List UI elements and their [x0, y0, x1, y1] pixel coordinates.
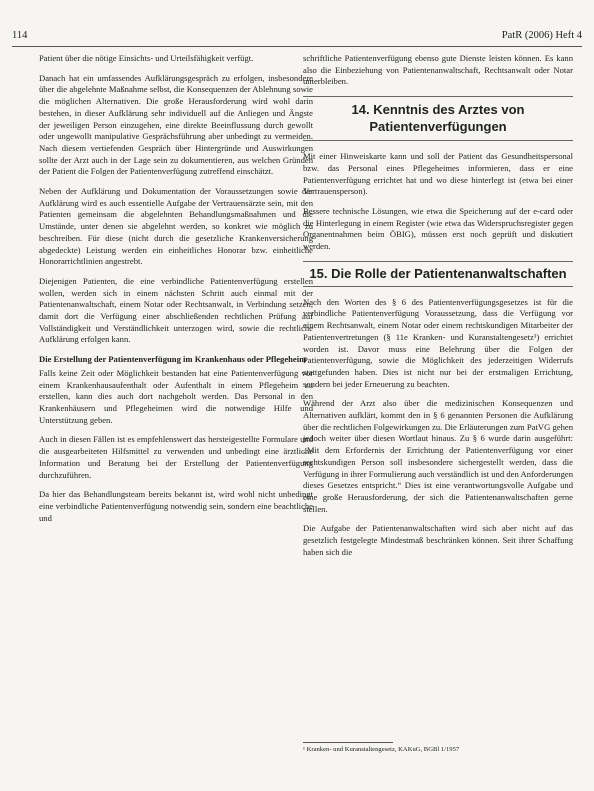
- header-rule: [12, 46, 582, 47]
- paragraph: Danach hat ein umfassendes Aufklärungsgespräch zu erfolgen, insbesondere über die abgelehnte Maßnahme selbst, die Konsequenzen der Ablehnung sowie die möglichen Alternativen. Die große Herausforderung wird wohl darin bestehen, in dieser Aufklärung sehr individuell auf die Anliegen und Ängste der jeweiligen Person einzugehen, eine direkte Beeinflussung durch gewollt oder ungewollt manipulative Gesprächsführung aber unbedingt zu vermeiden. Nach diesem vertiefenden Gespräch über Hintergründe und Auswirkungen sollte der Arzt auch in der Lage sein zu dokumentieren, aus welchen Gründen der Patient die Folgen der Patientenverfügung zutreffend einschätzt.: [39, 72, 313, 177]
- section-heading-14: 14. Kenntnis des Arztes von Patientenverfügungen: [303, 96, 573, 141]
- footnote-area: [303, 742, 573, 754]
- paragraph: Patient über die nötige Einsichts- und Urteilsfähigkeit verfügt.: [39, 53, 254, 63]
- paragraph: Mit einer Hinweiskarte kann und soll der Patient das Gesundheitspersonal bzw. das Personal eines Pflegeheimes informieren, dass er eine Patientenverfügung errichtet hat und wo diese hinterlegt ist (etwa bei einer Vertrauensperson).: [303, 151, 573, 197]
- paragraph: schriftliche Patientenverfügung ebenso gute Dienste leisten können. Es kann also die Einbeziehung von Patientenanwaltschaft, Rechtsanwalt oder Notar unterbleiben.: [303, 53, 573, 87]
- paragraph: Falls keine Zeit oder Möglichkeit bestanden hat eine Patientenverfügung vor einem Krankenhausaufenthalt oder Aufenthalt in einem Pflegeheim zu erstellen, kann dies auch dort nachgeholt werden. Das Personal in den Krankenhäusern und Pflegeheimen wird die notwendige Hilfe und Unterstützung geben.: [39, 367, 313, 425]
- right-column: [303, 53, 573, 567]
- left-column: [39, 53, 313, 532]
- paragraph: Auch in diesen Fällen ist es empfehlenswert das hersteigestellte Formulare und die ausgearbeiteten Hilfsmittel zu verwenden und unbedingt eine ärztliche Information und Beratung bei der Erstellung der Patientenverfügung durchzuführen.: [39, 434, 313, 480]
- paragraph: Während der Arzt also über die medizinischen Konsequenzen und Alternativen aufklärt, kommt den in § 6 genannten Personen die Aufklärung über die rechtlichen Folgewirkungen zu. Die Erläuterungen zum PatVG gehen jedoch weiter über diesen Wortlaut hinaus. Zu § 6 wurde darin ausgeführt: „Mit dem Erfordernis der Errichtung der Patientenverfügung vor einer rechtskundigen Person soll insbesondere sichergestellt werden, dass die Verfügung in ihrer Formulierung auch verständlich ist und den Anforderungen dieses Gesetzes entspricht.“ Dies ist eine verantwortungsvolle Aufgabe und eine große Herausforderung, der sich die Patientenanwaltschaften gerne stellen.: [303, 398, 573, 514]
- footnote-rule: [303, 742, 393, 743]
- paragraph: Bessere technische Lösungen, wie etwa die Speicherung auf der e-card oder die Hinterlegung in einem Register (wie etwa das Widerspruchsregister gegen Organentnahmen beim ÖBIG), müssen erst noch geprüft und diskutiert werden.: [303, 205, 573, 252]
- paragraph: Diejenigen Patienten, die eine verbindliche Patientenverfügung erstellen wollen, werden sich in einem nächsten Schritt auch einmal mit der Patientenanwaltschaft, einem Notar oder Rechtsanwalt, in Verbindung setzen, damit dort die Verfügung einer abschließenden rechtlichen Prüfung auf Vollständigkeit und Verständlichkeit unterzogen wird, sowie die rechtliche Aufklärung erfolgen kann.: [39, 275, 313, 345]
- page-header: [12, 30, 582, 41]
- subheading: Die Erstellung der Patientenverfügung im Krankenhaus oder Pflegeheim: [39, 354, 307, 365]
- journal-reference: PatR (2006) Heft 4: [501, 30, 582, 41]
- paragraph: Neben der Aufklärung und Dokumentation der Voraussetzungen sowie der Aufklärung wird es auch essentielle Aufgabe der Vertrauensärzte sein, mit den Patienten gemeinsam die abgelehnten Behandlungsmaßnahmen und die Umstände, unter denen sie abgelehnt werden, so konkret wie möglich zu beschreiben. Für diese (nicht durch die gesetzliche Krankenversicherung abgedeckte) Leistung werden ein einheitliches Honorar bzw. einheitliche Honorarrichtlinien angestrebt.: [39, 186, 313, 267]
- paragraph: Nach den Worten des § 6 des Patientenverfügungsgesetzes ist für die verbindliche Patientenverfügung Voraussetzung, dass die Verfügung vor einem Rechtsanwalt, einem Notar oder einem rechtskundigen Mitarbeiter der Patientenvertretungen (§ 11e Kranken- und Kuranstaltengesetz¹) errichtet worden ist. Davor muss eine Belehrung über die Folgen der Patientenverfügung, sowie die Möglichkeit des jederzeitigen Widerrufs stattgefunden haben. Dies ist nicht nur bei der erstmaligen Errichtung, sondern bei jeder Erneuerung zu beachten.: [303, 296, 573, 389]
- page-number: 114: [12, 30, 28, 41]
- section-heading-15: 15. Die Rolle der Patientenanwaltschaften: [303, 261, 573, 287]
- paragraph: Die Aufgabe der Patientenanwaltschaften wird sich aber nicht auf das gesetzlich festgelegte Mindestmaß beschränken können. Seit ihrer Schaffung haben sich die: [303, 523, 573, 557]
- footnote: ¹ Kranken- und Kuranstaltengesetz, KAKuG, BGBl 1/1957: [303, 746, 460, 753]
- paragraph: Da hier das Behandlungsteam bereits bekannt ist, wird wohl nicht unbedingt eine verbindliche Patientenverfügung notwendig sein, sondern eine beachtliche und: [39, 489, 313, 523]
